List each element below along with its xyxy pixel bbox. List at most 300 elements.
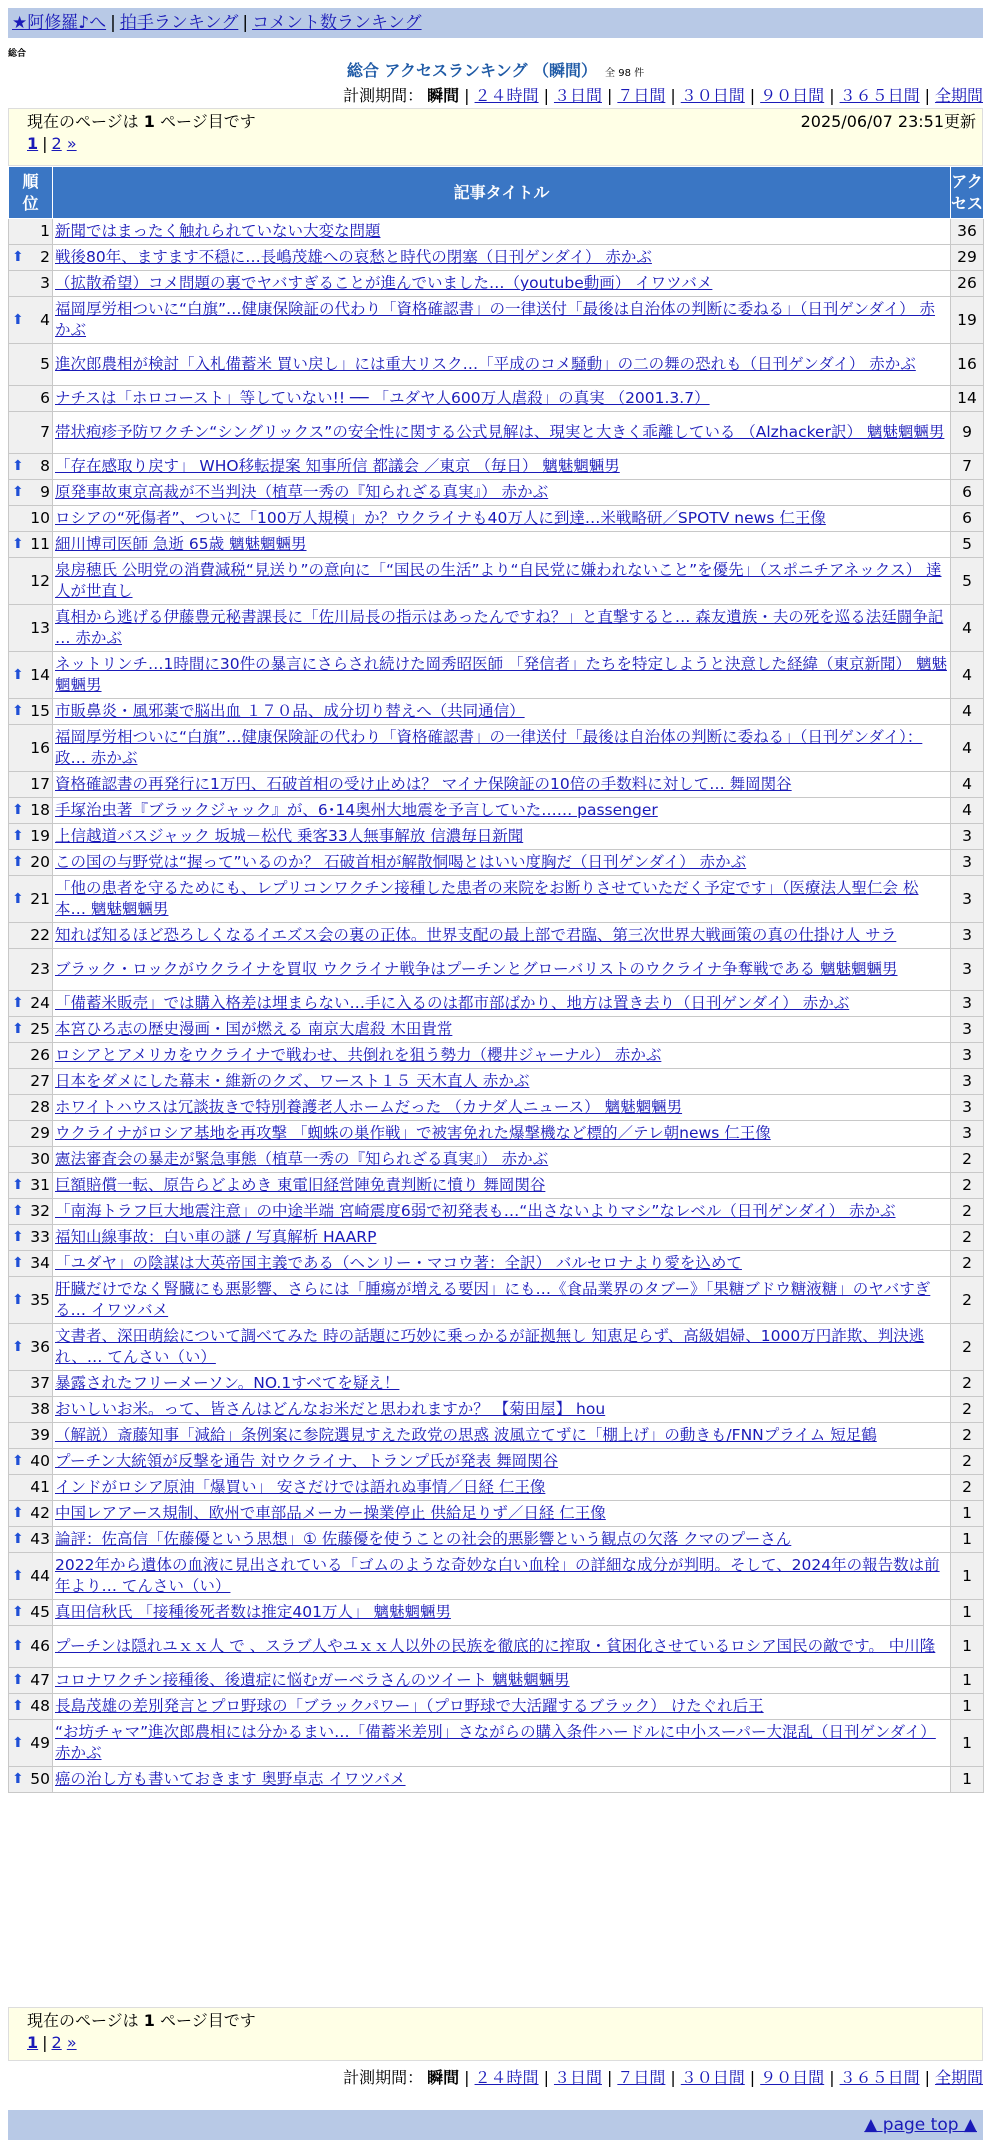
title-cell [53, 1527, 951, 1553]
rank-cell [9, 558, 53, 605]
access-count: 3 [951, 824, 984, 850]
table-row [9, 949, 984, 991]
rank-cell [9, 1251, 53, 1277]
title-cell [53, 1147, 951, 1173]
article-link[interactable]: 市販鼻炎・風邪薬で脳出血 １７０品、成分切り替えへ（共同通信） [55, 702, 525, 720]
table-row [9, 1668, 984, 1694]
table-row [9, 480, 984, 506]
updated-time: 2025/06/07 23:51更新 [800, 112, 976, 131]
period-link[interactable]: ７日間 [617, 2068, 666, 2087]
up-arrow-icon: ⬆ [12, 890, 24, 907]
table-row [9, 386, 984, 412]
rank-number: 3 [40, 274, 50, 292]
period-link[interactable]: ３０日間 [680, 86, 745, 105]
period-current: 瞬間 [427, 2068, 460, 2087]
title-cell [53, 1767, 951, 1793]
up-arrow-icon: ⬆ [12, 854, 24, 870]
rank-cell [9, 1720, 53, 1767]
rank-number: 1 [40, 222, 50, 240]
rank-cell [9, 1694, 53, 1720]
article-link[interactable]: 「南海トラフ巨大地震注意」の中途半端 宮崎震度6弱で初発表も…“出さないよりマシ”なレベル（日刊ゲンダイ） 赤かぶ [55, 1202, 896, 1220]
rank-cell [9, 454, 53, 480]
title-cell [53, 1121, 951, 1147]
period-link[interactable]: 全期間 [934, 2068, 983, 2087]
title-cell [53, 1017, 951, 1043]
period-selector-top [343, 86, 983, 106]
article-link[interactable]: インドがロシア原油「爆買い」 安さだけでは語れぬ事情／日経 仁王像 [55, 1478, 546, 1496]
table-row [9, 1527, 984, 1553]
up-arrow-icon: ⬆ [12, 1698, 24, 1714]
rank-cell [9, 1553, 53, 1600]
period-link[interactable]: ７日間 [617, 86, 666, 105]
article-link[interactable]: 「他の患者を守るためにも、レプリコンワクチン接種した患者の来院をお断りさせていただく予定です」（医療法人聖仁会 松本… 魑魅魍魎男 [55, 879, 919, 918]
up-arrow-icon: ⬆ [12, 1453, 24, 1469]
rank-number: 46 [30, 1637, 50, 1655]
rank-column-header: 順位 [9, 167, 53, 219]
rank-number: 48 [30, 1697, 50, 1715]
page-2-link[interactable]: 2 [51, 134, 62, 153]
article-link[interactable]: 本宮ひろ志の歴史漫画・国が燃える 南京大虐殺 木田貴常 [55, 1020, 453, 1038]
rank-cell [9, 412, 53, 454]
access-count: 1 [951, 1600, 984, 1626]
access-count: 4 [951, 725, 984, 772]
rank-number: 15 [30, 702, 50, 720]
article-link[interactable]: 福岡厚労相ついに“白旗”…健康保険証の代わり「資格確認書」の一律送付「最後は自治体の判断に委ねる」（日刊ゲンダイ） 赤かぶ [55, 300, 936, 339]
access-count: 3 [951, 850, 984, 876]
rank-number: 41 [30, 1478, 50, 1496]
article-link[interactable]: ロシアとアメリカをウクライナで戦わせ、共倒れを狙う勢力（櫻井ジャーナル） 赤かぶ [55, 1046, 662, 1064]
access-count: 1 [951, 1720, 984, 1767]
rank-cell [9, 1199, 53, 1225]
article-link[interactable]: コロナワクチン接種後、後遺症に悩むガーベラさんのツイート 魑魅魍魎男 [55, 1671, 570, 1689]
up-arrow-icon: ⬆ [12, 1531, 24, 1547]
rank-cell [9, 1121, 53, 1147]
title-cell [53, 1069, 951, 1095]
rank-cell [9, 480, 53, 506]
rank-cell [9, 271, 53, 297]
pager-top [27, 133, 964, 155]
title-cell [53, 1501, 951, 1527]
rank-cell [9, 1147, 53, 1173]
period-link[interactable]: ２４時間 [474, 86, 539, 105]
article-link[interactable]: 進次郎農相が検討「入札備蓄米 買い戻し」には重大リスク…「平成のコメ騒動」の二の舞の恐れも（日刊ゲンダイ） 赤かぶ [55, 355, 916, 373]
article-link[interactable]: 福知山線事故：白い車の謎 / 写真解析 HAARP [55, 1228, 377, 1246]
title-cell [53, 1423, 951, 1449]
table-row [9, 412, 984, 454]
access-count: 1 [951, 1694, 984, 1720]
access-count: 5 [951, 532, 984, 558]
rank-number: 8 [40, 457, 50, 475]
total-count: 全 98 件 [605, 68, 645, 79]
article-link[interactable]: （拡散希望）コメ問題の裏でヤバすぎることが進んでいました…（youtube動画） イワツバメ [55, 274, 713, 292]
access-count: 3 [951, 1069, 984, 1095]
rank-number: 22 [30, 926, 50, 944]
access-count: 2 [951, 1324, 984, 1371]
article-link[interactable]: この国の与野党は“握って”いるのか？ 石破首相が解散恫喝とはいい度胸だ（日刊ゲンダイ） 赤かぶ [55, 853, 747, 871]
up-arrow-icon: ⬆ [12, 703, 24, 719]
rank-cell [9, 1371, 53, 1397]
period-link[interactable]: ３６５日間 [839, 2068, 920, 2087]
article-link[interactable]: 上信越道バスジャック 坂城－松代 乗客33人無事解放 信濃毎日新聞 [55, 827, 524, 845]
rank-number: 31 [30, 1176, 50, 1194]
rank-number: 19 [30, 827, 50, 845]
title-cell [53, 532, 951, 558]
access-count: 9 [951, 412, 984, 454]
article-link[interactable]: 「ユダヤ」の陰謀は大英帝国主義である（ヘンリー・マコウ著：全訳） バルセロナより愛を込めて [55, 1254, 742, 1272]
table-row [9, 1720, 984, 1767]
access-count: 26 [951, 271, 984, 297]
period-link[interactable]: 全期間 [934, 86, 983, 105]
table-row [9, 297, 984, 344]
article-link[interactable]: 癌の治し方も書いておきます 奥野卓志 イワツバメ [55, 1770, 406, 1788]
article-link[interactable]: 泉房穂氏 公明党の消費減税“見送り”の意向に「“国民の生活”より“自民党に嫌われないこと”を優先」（スポニチアネックス） 達人が世直し [55, 561, 942, 600]
up-arrow-icon: ⬆ [12, 828, 24, 844]
period-separator: | [924, 86, 930, 105]
period-link[interactable]: ３日間 [553, 86, 602, 105]
article-link[interactable]: プーチン大統領が反撃を通告 対ウクライナ、トランプ氏が発表 舞岡関谷 [55, 1452, 559, 1470]
rank-cell [9, 725, 53, 772]
rank-number: 38 [30, 1400, 50, 1418]
period-separator: | [749, 86, 756, 105]
rank-number: 50 [30, 1770, 50, 1788]
table-row [9, 991, 984, 1017]
rank-number: 9 [40, 483, 50, 501]
title-cell [53, 1475, 951, 1501]
article-link[interactable]: 真田信秋氏 「接種後死者数は推定401万人」 魑魅魍魎男 [55, 1603, 451, 1621]
title-cell [53, 1225, 951, 1251]
rank-cell [9, 1397, 53, 1423]
up-arrow-icon: ⬆ [12, 1255, 24, 1271]
period-label: 計測期間： [343, 86, 424, 105]
rank-cell [9, 1475, 53, 1501]
rank-cell [9, 1668, 53, 1694]
page-status [27, 2010, 964, 2032]
period-separator: | [924, 2068, 930, 2087]
table-row [9, 1043, 984, 1069]
access-count: 3 [951, 991, 984, 1017]
rank-number: 14 [30, 665, 50, 684]
rank-cell [9, 824, 53, 850]
period-separator: | [543, 86, 549, 105]
access-count: 4 [951, 605, 984, 652]
nav-separator: | [110, 13, 116, 33]
table-row [9, 850, 984, 876]
article-link[interactable]: 論評：佐高信「佐藤優という思想」① 佐藤優を使うことの社会的悪影響という観点の欠落 クマのプーさん [55, 1530, 792, 1548]
article-link[interactable]: （解説）斎藤知事「減給」条例案に参院選見すえた政党の思惑 波風立てずに「棚上げ」の動きも/FNNプライム 短足鶴 [55, 1426, 877, 1444]
title-cell [53, 1626, 951, 1668]
article-link[interactable]: 手塚治虫著『ブラックジャック』が、6･14奥州大地震を予言していた…… passenger [55, 801, 658, 819]
title-cell [53, 1668, 951, 1694]
rank-number: 29 [30, 1124, 50, 1142]
article-link[interactable]: 福岡厚労相ついに“白旗”…健康保険証の代わり「資格確認書」の一律送付「最後は自治体の判断に委ねる」（日刊ゲンダイ）：政… 赤かぶ [55, 728, 923, 767]
access-count: 3 [951, 949, 984, 991]
rank-cell [9, 652, 53, 699]
article-link[interactable]: 「存在感取り戻す」 WHO移転提案 知事所信 都議会 ／東京 （毎日） 魑魅魍魎男 [55, 457, 620, 475]
article-link[interactable]: 戦後80年、ますます不穏に…長嶋茂雄への哀愁と時代の閉塞（日刊ゲンダイ） 赤かぶ [55, 248, 652, 266]
access-count: 2 [951, 1147, 984, 1173]
access-count: 4 [951, 699, 984, 725]
access-count: 14 [951, 386, 984, 412]
up-arrow-icon: ⬆ [12, 1672, 24, 1688]
table-row [9, 699, 984, 725]
title-cell [53, 876, 951, 923]
article-link[interactable]: 資格確認書の再発行に1万円、石破首相の受け止めは？ マイナ保険証の10倍の手数料に対して… 舞岡関谷 [55, 775, 792, 793]
page-1-link[interactable]: 1 [27, 2033, 39, 2052]
rank-number: 24 [30, 994, 50, 1012]
rank-number: 37 [30, 1374, 50, 1392]
article-link[interactable]: “お坊チャマ”進次郎農相には分かるまい…「備蓄米差別」さながらの購入条件ハードルに中小スーパー大混乱（日刊ゲンダイ） 赤かぶ [55, 1723, 936, 1762]
period-selector-bottom [343, 2068, 983, 2088]
rank-cell [9, 1324, 53, 1371]
title-cell [53, 991, 951, 1017]
rank-number: 45 [30, 1603, 50, 1621]
rank-cell [9, 1501, 53, 1527]
access-count: 1 [951, 1553, 984, 1600]
article-link[interactable]: ナチスは「ホロコースト」等していない!! ── 「ユダヤ人600万人虐殺」の真実 （2001.3.7） [55, 389, 710, 407]
page-1-link[interactable]: 1 [27, 134, 39, 153]
applause-ranking-link[interactable]: 拍手ランキング [119, 13, 239, 33]
rank-cell [9, 386, 53, 412]
article-link[interactable]: ネットリンチ…1時間に30件の暴言にさらされ続けた岡秀昭医師 「発信者」たちを特定しようと決意した経緯（東京新聞） 魑魅魍魎男 [55, 655, 947, 694]
table-row [9, 1324, 984, 1371]
table-row [9, 1277, 984, 1324]
rank-number: 20 [30, 853, 50, 871]
access-count: 6 [951, 480, 984, 506]
article-link[interactable]: 暴露されたフリーメーソン。NO.1すべてを疑え！ [55, 1374, 400, 1392]
up-arrow-icon: ⬆ [12, 1291, 24, 1308]
period-separator: | [606, 2068, 613, 2087]
access-count: 3 [951, 1017, 984, 1043]
table-row [9, 652, 984, 699]
article-link[interactable]: ウクライナがロシア基地を再攻撃 「蜘蛛の巣作戦」で被害免れた爆撃機など標的／テレ朝news 仁王像 [55, 1124, 771, 1142]
table-row [9, 219, 984, 245]
article-link[interactable]: 知れば知るほど恐ろしくなるイエズス会の裏の正体。世界支配の最上部で君臨、第三次世界大戦画策の真の仕掛け人 サラ [55, 926, 897, 944]
title-cell [53, 699, 951, 725]
rank-number: 13 [30, 618, 50, 637]
table-row [9, 1475, 984, 1501]
up-arrow-icon: ⬆ [12, 1734, 24, 1751]
rank-cell [9, 876, 53, 923]
table-row [9, 1694, 984, 1720]
rank-cell [9, 1767, 53, 1793]
rank-cell [9, 219, 53, 245]
rank-cell [9, 798, 53, 824]
article-link[interactable]: 中国レアアース規制、欧州で車部品メーカー操業停止 供給足りず／日経 仁王像 [55, 1504, 606, 1522]
title-cell [53, 798, 951, 824]
rank-number: 26 [30, 1046, 50, 1064]
rank-cell [9, 1277, 53, 1324]
access-count: 1 [951, 1767, 984, 1793]
rank-cell [9, 772, 53, 798]
access-count: 7 [951, 454, 984, 480]
up-arrow-icon: ⬆ [12, 484, 24, 500]
title-cell [53, 271, 951, 297]
access-count: 5 [951, 558, 984, 605]
rank-number: 49 [30, 1733, 50, 1752]
access-count: 2 [951, 1277, 984, 1324]
pager-separator: | [42, 2033, 48, 2052]
article-link[interactable]: 日本をダメにした幕末・維新のクズ、ワースト１５ 天木直人 赤かぶ [55, 1072, 530, 1090]
rank-number: 4 [40, 310, 50, 329]
page-2-link[interactable]: 2 [51, 2033, 62, 2052]
table-row [9, 798, 984, 824]
up-arrow-icon: ⬆ [12, 1338, 24, 1355]
title-cell [53, 1600, 951, 1626]
access-count: 1 [951, 1501, 984, 1527]
period-separator: | [749, 2068, 756, 2087]
table-row [9, 923, 984, 949]
access-count: 6 [951, 506, 984, 532]
article-link[interactable]: 真相から逃げる伊藤豊元秘書課長に「佐川局長の指示はあったんですね？」と直撃すると… 森友遺族・夫の死を巡る法廷闘争記 … 赤かぶ [55, 608, 944, 647]
title-cell [53, 1095, 951, 1121]
article-link[interactable]: 細川博司医師 急逝 65歳 魑魅魍魎男 [55, 535, 307, 553]
up-arrow-icon: ⬆ [12, 1021, 24, 1037]
title-cell [53, 1694, 951, 1720]
title-cell [53, 824, 951, 850]
table-row [9, 772, 984, 798]
article-link[interactable]: プーチンは隠れユｘｘ人 で 、スラブ人やユｘｘ人以外の民族を徹底的に搾取・貧困化させているロシア国民の敵です。 中川隆 [55, 1637, 936, 1655]
rank-cell [9, 1225, 53, 1251]
up-arrow-icon: ⬆ [12, 458, 24, 474]
access-count: 2 [951, 1449, 984, 1475]
title-cell [53, 1553, 951, 1600]
home-link[interactable]: ★阿修羅♪へ [12, 13, 107, 33]
article-link[interactable]: ホワイトハウスは冗談抜きで特別養護老人ホームだった （カナダ人ニュース） 魑魅魍魎男 [55, 1098, 683, 1116]
rank-number: 16 [30, 738, 50, 757]
article-link[interactable]: 長島茂雄の差別発言とプロ野球の「ブラックパワー」（プロ野球で大活躍するブラック） けたぐれ后王 [55, 1697, 764, 1715]
up-arrow-icon: ⬆ [12, 1638, 24, 1654]
rank-number: 21 [30, 889, 50, 908]
title-cell [53, 386, 951, 412]
table-row [9, 1199, 984, 1225]
period-separator: | [829, 2068, 835, 2087]
period-separator: | [670, 2068, 676, 2087]
table-row [9, 1371, 984, 1397]
rank-number: 47 [30, 1671, 50, 1689]
table-row [9, 1397, 984, 1423]
period-separator: | [464, 86, 470, 105]
table-row [9, 245, 984, 271]
nav-separator: | [242, 13, 249, 33]
period-link[interactable]: ３０日間 [680, 2068, 745, 2087]
rank-cell [9, 949, 53, 991]
article-link[interactable]: 帯状疱疹予防ワクチン“シングリックス”の安全性に関する公式見解は、現実と大きく乖離している （Alzhacker訳） 魑魅魍魎男 [55, 423, 945, 441]
article-link[interactable]: 巨額賠償一転、原告らどよめき 東電旧経営陣免責判断に憤り 舞岡関谷 [55, 1176, 546, 1194]
article-link[interactable]: 原発事故東京高裁が不当判決（植草一秀の『知られざる真実』） 赤かぶ [55, 483, 549, 501]
rank-cell [9, 1527, 53, 1553]
article-link[interactable]: ロシアの“死傷者”、ついに「100万人規模」か？ウクライナも40万人に到達…米戦略研／SPOTV news 仁王像 [55, 509, 826, 527]
rank-cell [9, 991, 53, 1017]
period-link[interactable]: ９０日間 [760, 86, 825, 105]
article-link[interactable]: 文書者、深田萌絵について調べてみた 時の話題に巧妙に乗っかるが証拠無し 知恵足らず、高級娼婦、1000万円詐欺、判決逃れ、… てんさい（い） [55, 1327, 925, 1366]
rank-number: 25 [30, 1020, 50, 1038]
title-cell [53, 219, 951, 245]
rank-number: 43 [30, 1530, 50, 1548]
table-row [9, 876, 984, 923]
title-cell [53, 454, 951, 480]
rank-cell [9, 1423, 53, 1449]
rank-cell [9, 344, 53, 386]
title-cell [53, 1199, 951, 1225]
table-row [9, 1501, 984, 1527]
rank-number: 23 [30, 960, 50, 978]
access-count: 2 [951, 1199, 984, 1225]
up-arrow-icon: ⬆ [12, 1203, 24, 1219]
page-top-link[interactable]: ▲ page top ▲ [864, 2115, 977, 2135]
article-link[interactable]: ブラック・ロックがウクライナを買収 ウクライナ戦争はプーチンとグローバリストのウクライナ争奪戦である 魑魅魍魎男 [55, 960, 898, 978]
category-label: 総合 [8, 49, 27, 59]
table-row [9, 532, 984, 558]
next-page-link[interactable]: » [66, 134, 77, 153]
rank-cell [9, 1043, 53, 1069]
up-arrow-icon: ⬆ [12, 666, 24, 683]
article-link[interactable]: 肝臓だけでなく腎臓にも悪影響、さらには「腫瘍が増える要因」にも…《食品業界のタブー》「果糖ブドウ糖液糖」のヤバすぎる… イワツバメ [55, 1280, 931, 1319]
table-row [9, 1626, 984, 1668]
article-link[interactable]: 憲法審査会の暴走が緊急事態（植草一秀の『知られざる真実』） 赤かぶ [55, 1150, 549, 1168]
page-info-bottom [8, 2007, 983, 2061]
access-count: 2 [951, 1173, 984, 1199]
article-link[interactable]: おいしいお米。って、皆さんはどんなお米だと思われますか？ 【菊田屋】 hou [55, 1400, 606, 1418]
title-cell [53, 245, 951, 271]
title-cell [53, 297, 951, 344]
next-page-link[interactable]: » [66, 2033, 77, 2052]
up-arrow-icon: ⬆ [12, 1567, 24, 1584]
rank-number: 39 [30, 1426, 50, 1444]
rank-number: 17 [30, 775, 50, 793]
period-separator: | [829, 86, 835, 105]
rank-number: 11 [30, 535, 50, 553]
rank-number: 42 [30, 1504, 50, 1522]
table-row [9, 1553, 984, 1600]
access-count: 4 [951, 772, 984, 798]
title-cell [53, 1371, 951, 1397]
rank-cell [9, 1173, 53, 1199]
title-cell [53, 1277, 951, 1324]
rank-number: 6 [40, 389, 50, 407]
period-link[interactable]: ３６５日間 [839, 86, 920, 105]
access-count: 3 [951, 1095, 984, 1121]
article-link[interactable]: 2022年から遺体の血液に見出されている「ゴムのような奇妙な白い血栓」の詳細な成分が判明。そして、2024年の報告数は前年より… てんさい（い） [55, 1556, 940, 1595]
article-link[interactable]: 「備蓄米販売」では購入格差は埋まらない…手に入るのは都市部ばかり、地方は置き去り（日刊ゲンダイ） 赤かぶ [55, 994, 850, 1012]
access-count: 19 [951, 297, 984, 344]
rank-cell [9, 506, 53, 532]
period-link[interactable]: ２４時間 [474, 2068, 539, 2087]
table-row [9, 725, 984, 772]
title-cell [53, 1449, 951, 1475]
table-row [9, 1121, 984, 1147]
comment-ranking-link[interactable]: コメント数ランキング [252, 13, 422, 33]
table-row [9, 1767, 984, 1793]
table-row [9, 1069, 984, 1095]
title-cell [53, 1251, 951, 1277]
access-count: 3 [951, 923, 984, 949]
title-cell [53, 850, 951, 876]
period-link[interactable]: ９０日間 [760, 2068, 825, 2087]
period-separator: | [606, 86, 613, 105]
rank-number: 2 [40, 248, 50, 266]
page-number: 1 [143, 2011, 155, 2030]
access-count: 2 [951, 1475, 984, 1501]
title-cell [53, 1397, 951, 1423]
title-cell [53, 1720, 951, 1767]
up-arrow-icon: ⬆ [12, 995, 24, 1011]
table-row [9, 1251, 984, 1277]
period-link[interactable]: ３日間 [553, 2068, 602, 2087]
rank-cell [9, 850, 53, 876]
article-link[interactable]: 新聞ではまったく触れられていない大変な問題 [55, 222, 381, 240]
table-row [9, 1225, 984, 1251]
rank-number: 7 [40, 423, 50, 441]
